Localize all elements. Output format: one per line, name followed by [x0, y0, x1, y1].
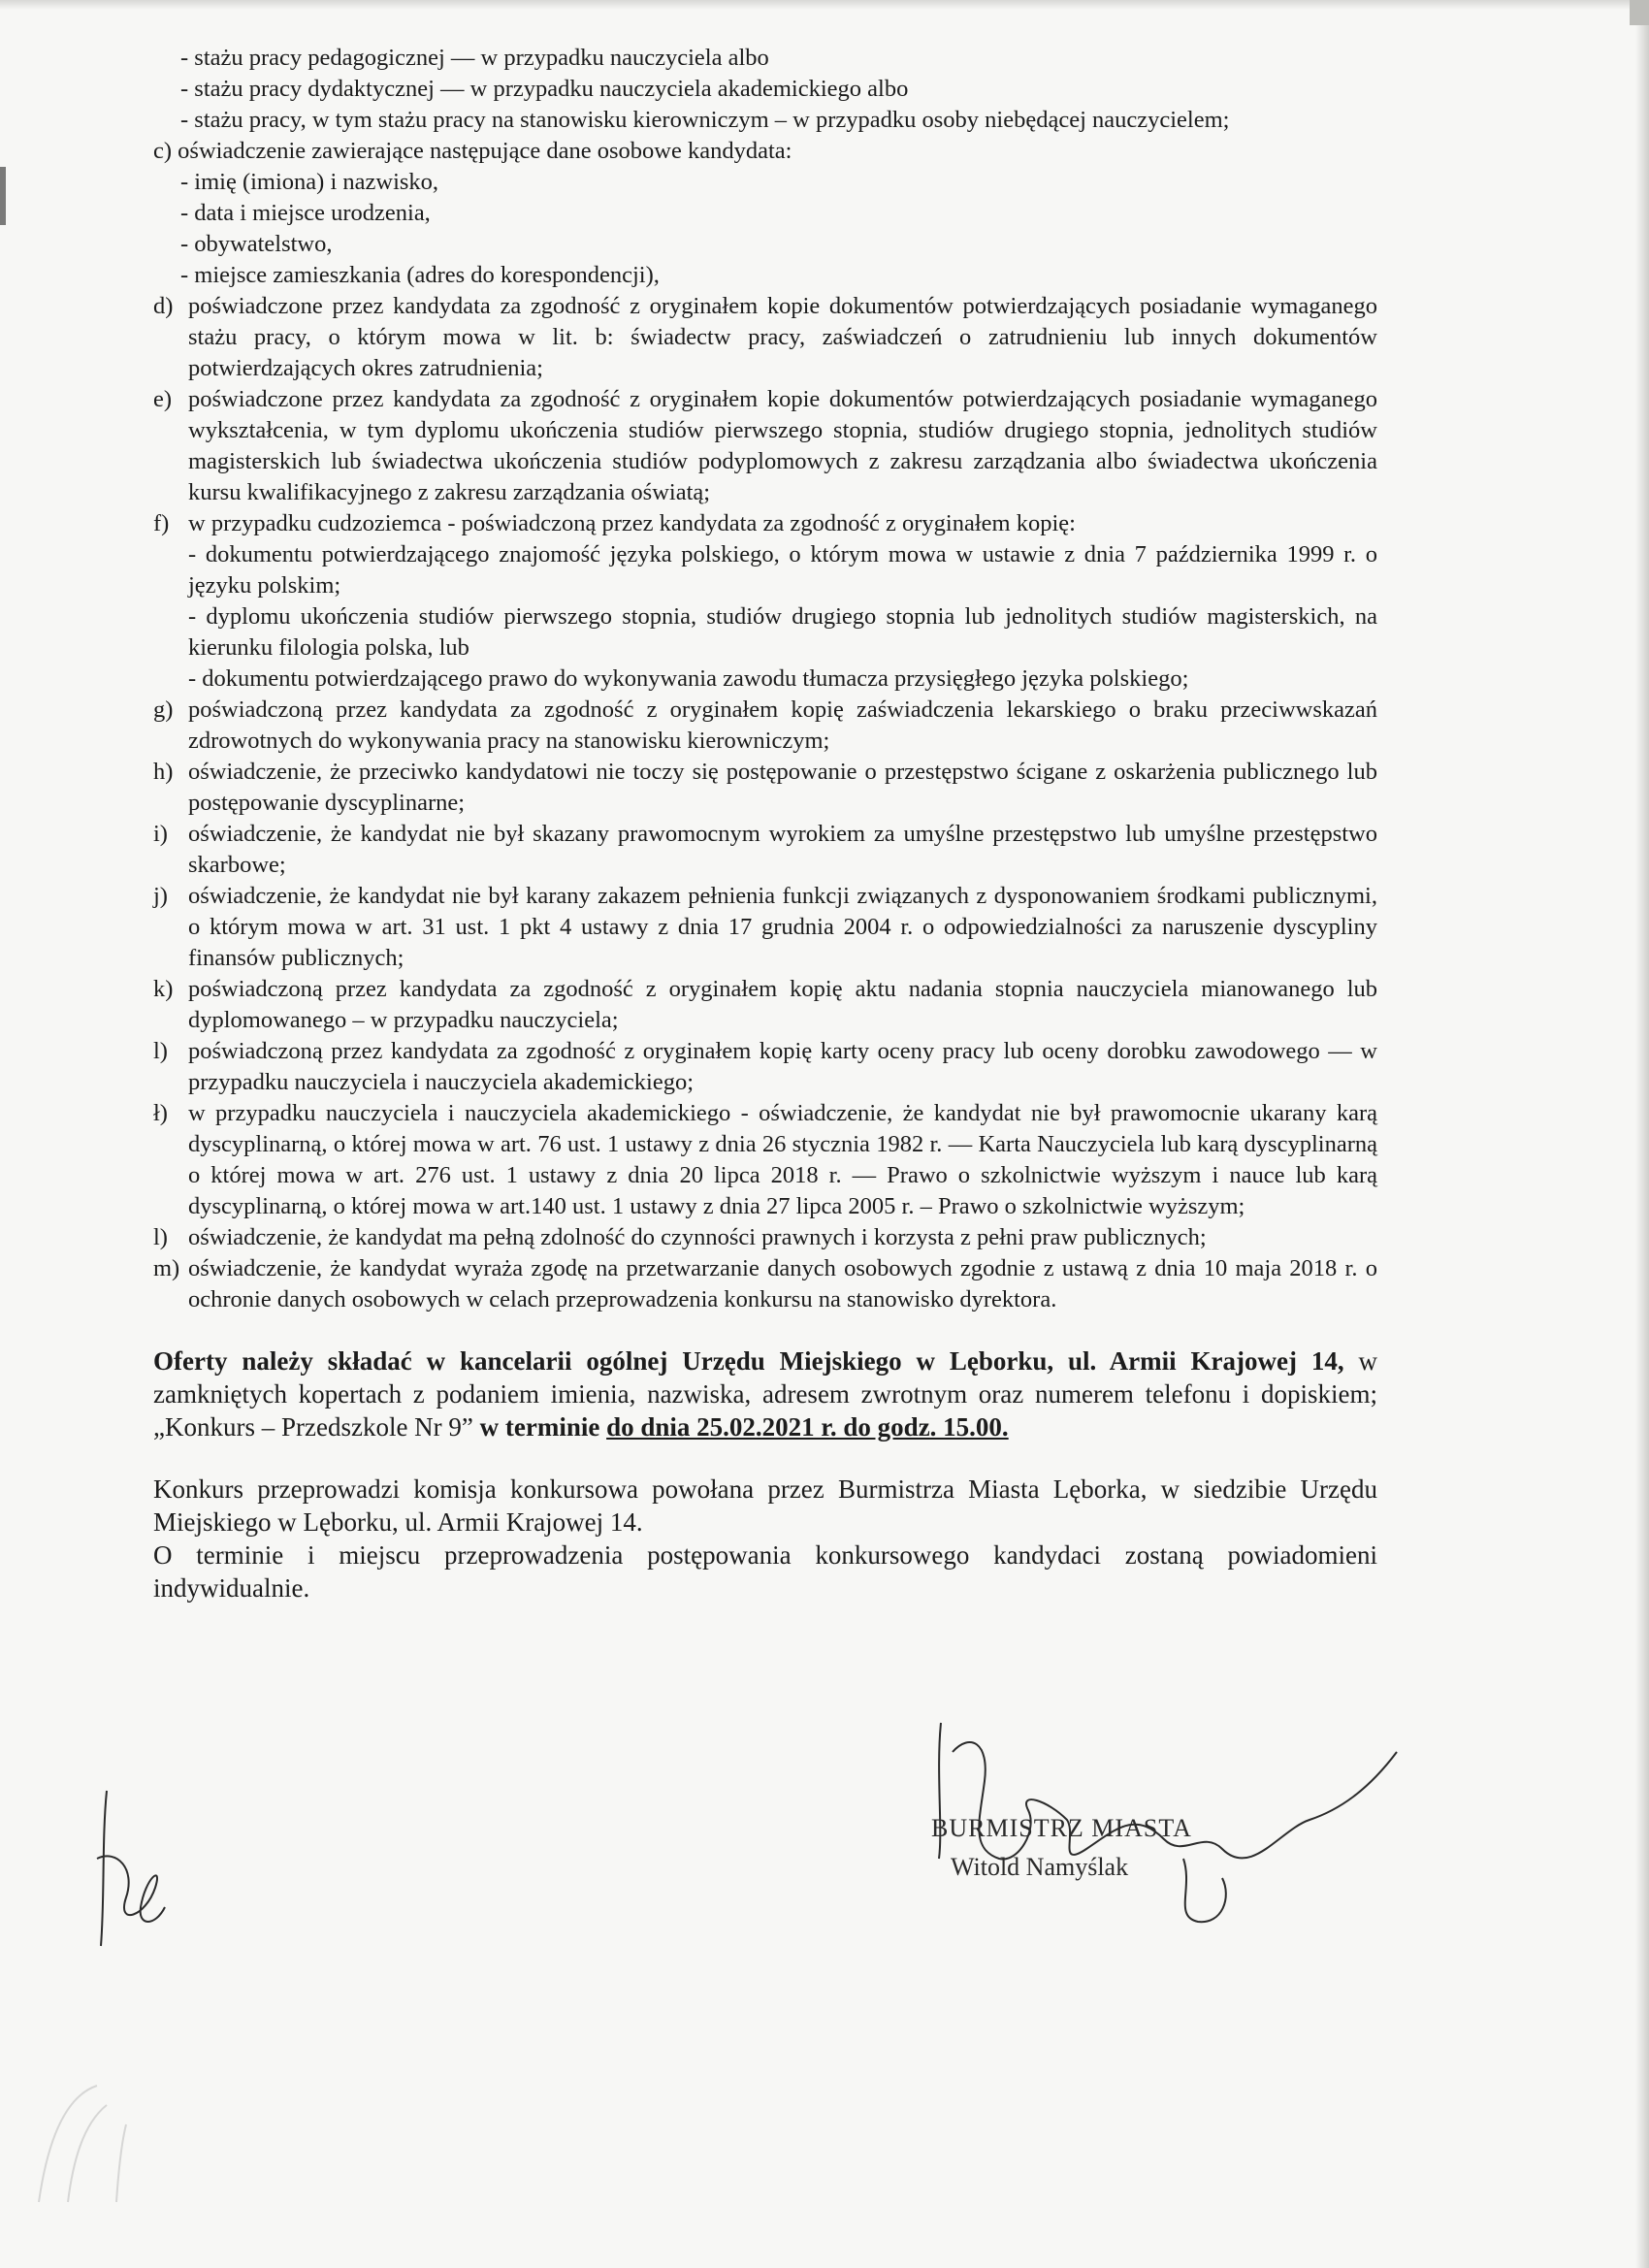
- item-g: [153, 695, 1377, 757]
- offers-paragraph: [153, 1345, 1377, 1443]
- document-body: [153, 43, 1377, 1604]
- item-f-label: f): [153, 510, 170, 536]
- item-i-label: i): [153, 821, 168, 847]
- item-l-text: poświadczoną przez kandydata za zgodność z oryginałem kopię karty oceny pracy lub oceny dorobku zawodowego — w przypadku nauczyciela i nauczyciela akademickiego;: [188, 1038, 1377, 1095]
- item-e-text: poświadczone przez kandydata za zgodność z oryginałem kopie dokumentów potwierdzających posiadanie wymaganego wykształcenia, w tym dyplomu ukończenia studiów pierwszego stopnia, studiów drugiego stopnia, jednolitych studiów magisterskich lub świadectwa ukończenia studiów podyplomowych z zakresu zarządzania albo świadectwa ukończenia kursu kwalifikacyjnego z zakresu zarządzania oświatą;: [188, 386, 1377, 505]
- faint-stamp-mark: [29, 2076, 146, 2212]
- item-k-label: k): [153, 976, 174, 1002]
- item-g-text: poświadczoną przez kandydata za zgodność z oryginałem kopię zaświadczenia lekarskiego o braku przeciwwskazań zdrowotnych do wykonywania pracy na stanowisku kierowniczym;: [188, 697, 1377, 754]
- item-j-text: oświadczenie, że kandydat nie był karany zakazem pełnienia funkcji związanych z dysponowaniem środkami publicznymi, o którym mowa w art. 31 ust. 1 pkt 4 ustawy z dnia 17 grudnia 2004 r. o odpowiedzialności za naruszenie dyscypliny finansów publicznych;: [188, 883, 1377, 971]
- item-d: [153, 291, 1377, 384]
- item-f-sub-1: - dokumentu potwierdzającego znajomość języka polskiego, o którym mowa w ustawie z dnia 7 października 1999 r. o języku polskim;: [188, 541, 1377, 599]
- notification-paragraph: O terminie i miejscu przeprowadzenia postępowania konkursowego kandydaci zostaną powiadomieni indywidualnie.: [153, 1540, 1377, 1603]
- offers-lead: Oferty należy składać w kancelarii ogólnej Urzędu Miejskiego w Lęborku, ul. Armii Krajowej 14,: [153, 1346, 1344, 1376]
- item-c-subs: [153, 167, 1377, 291]
- item-c-sub-1: - imię (imiona) i nazwisko,: [180, 169, 439, 195]
- item-j: [153, 881, 1377, 974]
- item-h-text: oświadczenie, że przeciwko kandydatowi nie toczy się postępowanie o przestępstwo ścigane z oskarżenia publicznego lub postępowanie dyscyplinarne;: [188, 759, 1377, 816]
- item-i-text: oświadczenie, że kandydat nie był skazany prawomocnym wyrokiem za umyślne przestępstwo lub umyślne przestępstwo skarbowe;: [188, 821, 1377, 878]
- scan-corner-mark: [1630, 0, 1649, 25]
- item-i: [153, 819, 1377, 881]
- staz-line-2: - stażu pracy dydaktycznej — w przypadku nauczyciela akademickiego albo: [180, 76, 909, 102]
- item-f-sub-3: - dokumentu potwierdzającego prawo do wykonywania zawodu tłumacza przysięgłego języka polskiego;: [188, 665, 1189, 692]
- item-m-text: oświadczenie, że kandydat wyraża zgodę na przetwarzanie danych osobowych zgodnie z ustawą z dnia 10 maja 2018 r. o ochronie danych osobowych w celach przeprowadzenia konkursu na stanowisko dyrektora.: [188, 1255, 1377, 1312]
- signature-name: Witold Namyślak: [951, 1853, 1129, 1881]
- item-c-sub-3: - obywatelstwo,: [180, 231, 333, 257]
- item-l2-text: oświadczenie, że kandydat ma pełną zdolność do czynności prawnych i korzysta z pełni praw publicznych;: [188, 1224, 1207, 1250]
- item-l-stroke: [153, 1098, 1377, 1222]
- item-l2: [153, 1222, 1377, 1253]
- item-m: [153, 1253, 1377, 1315]
- item-e-label: e): [153, 386, 173, 412]
- item-c-text: oświadczenie zawierające następujące dane osobowe kandydata:: [178, 138, 792, 164]
- item-l-label: l): [153, 1038, 168, 1064]
- item-g-label: g): [153, 697, 174, 723]
- spacer: [153, 1315, 1377, 1345]
- scan-edge-right: [1635, 0, 1649, 2268]
- item-f-text: w przypadku cudzoziemca - poświadczoną przez kandydata za zgodność z oryginałem kopię:: [188, 510, 1076, 536]
- staz-line-3: - stażu pracy, w tym stażu pracy na stanowisku kierowniczym – w przypadku osoby niebędącej nauczycielem;: [180, 107, 1230, 133]
- staz-line-1: - stażu pracy pedagogicznej — w przypadku nauczyciela albo: [180, 45, 769, 71]
- item-c-sub-4: - miejsce zamieszkania (adres do korespondencji),: [180, 262, 660, 288]
- scan-edge-top: [0, 0, 1649, 10]
- offers-text: w zamkniętych kopertach z podaniem imienia, nazwiska, adresem zwrotnym oraz numerem telefonu i dopiskiem; „Konkurs – Przedszkole Nr 9”: [153, 1346, 1378, 1442]
- signature-block: [931, 1713, 1416, 1927]
- item-c-label: c): [153, 138, 173, 164]
- item-c-sub-2: - data i miejsce urodzenia,: [180, 200, 431, 226]
- item-m-label: m): [153, 1255, 180, 1281]
- offers-term: w terminie: [472, 1412, 607, 1442]
- item-h: [153, 757, 1377, 819]
- item-l2-label: l): [153, 1224, 168, 1250]
- item-e: [153, 384, 1377, 508]
- item-f-sub-2: - dyplomu ukończenia studiów pierwszego stopnia, studiów drugiego stopnia lub jednolitych studiów magisterskich, na kierunku filologia polska, lub: [188, 603, 1377, 661]
- commission-paragraph: Konkurs przeprowadzi komisja konkursowa powołana przez Burmistrza Miasta Lęborka, w siedzibie Urzędu Miejskiego w Lęborku, ul. Armii Krajowej 14.: [153, 1474, 1377, 1537]
- item-d-label: d): [153, 293, 174, 319]
- signature-title: BURMISTRZ MIASTA: [931, 1814, 1192, 1842]
- item-l: [153, 1036, 1377, 1098]
- item-k-text: poświadczoną przez kandydata za zgodność z oryginałem kopię aktu nadania stopnia nauczyciela mianowanego lub dyplomowanego – w przypadku nauczyciela;: [188, 976, 1377, 1033]
- item-h-label: h): [153, 759, 174, 785]
- staz-lines: [153, 43, 1377, 136]
- scan-edge-notch: [0, 167, 6, 225]
- item-j-label: j): [153, 883, 168, 909]
- item-l-stroke-text: w przypadku nauczyciela i nauczyciela akademickiego - oświadczenie, że kandydat nie był prawomocnie ukarany karą dyscyplinarną, o której mowa w art. 76 ust. 1 ustawy z dnia 26 stycznia 1982 r. — Karta Nauczyciela lub karą dyscyplinarną o której mowa w art. 276 ust. 1 ustawy z dnia 20 lipca 2018 r. — Prawo o szkolnictwie wyższym i nauce lub karą dyscyplinarną, o której mowa w art.140 ust. 1 ustawy z dnia 27 lipca 2005 r. – Prawo o szkolnictwie wyższym;: [188, 1100, 1377, 1219]
- item-k: [153, 974, 1377, 1036]
- item-f: [153, 508, 1377, 695]
- item-l-stroke-label: ł): [153, 1100, 168, 1126]
- offers-deadline: do dnia 25.02.2021 r. do godz. 15.00.: [606, 1412, 1009, 1442]
- paraph-signature: [87, 1781, 175, 1956]
- spacer-2: [153, 1443, 1377, 1473]
- item-c: [153, 136, 1377, 291]
- item-d-text: poświadczone przez kandydata za zgodność z oryginałem kopie dokumentów potwierdzających posiadanie wymaganego stażu pracy, o którym mowa w lit. b: świadectw pracy, zaświadczeń o zatrudnieniu lub innych dokumentów potwierdzających okres zatrudnienia;: [188, 293, 1377, 381]
